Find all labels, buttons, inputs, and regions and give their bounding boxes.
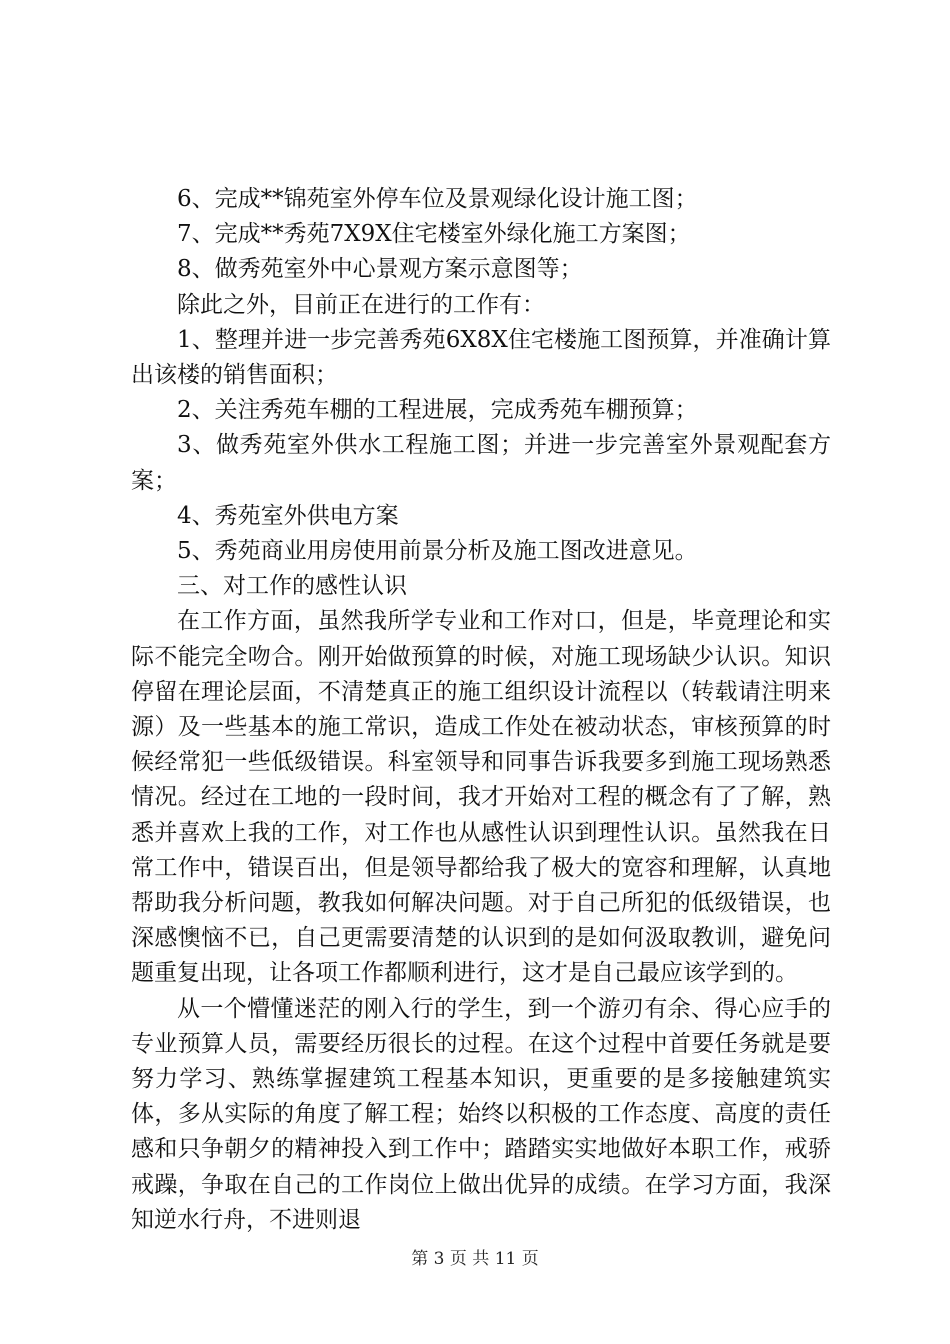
paragraph-work: 在工作方面，虽然我所学专业和工作对口，但是，毕竟理论和实际不能完全吻合。刚开始做预算的时候，对施工现场缺少认识。知识停留在理论层面，不清楚真正的施工组织设计流程以（转载请注明来源）及一些基本的施工常识，造成工作处在被动状态，审核预算的时候经常犯一些低级错误。科室领导和同事告诉我要多到施工现场熟悉情况。经过在工地的一段时间，我才开始对工程的概念有了了解，熟悉并喜欢上我的工作，对工作也从感性认识到理性认识。虽然我在日常工作中，错误百出，但是领导都给我了极大的宽容和理解，认真地帮助我分析问题，教我如何解决问题。对于自己所犯的低级错误，也深感懊恼不已，自己更需要清楚的认识到的是如何汲取教训，避免问题重复出现，让各项工作都顺利进行，这才是自己最应该学到的。 — [131, 608, 831, 987]
section-heading: 三、对工作的感性认识 — [177, 573, 407, 600]
list-item-8: 8、做秀苑室外中心景观方案示意图等； — [177, 256, 583, 283]
ongoing-item-3: 3、做秀苑室外供水工程施工图；并进一步完善室外景观配套方案； — [131, 432, 831, 494]
ongoing-item-2: 2、关注秀苑车棚的工程进展，完成秀苑车棚预算； — [177, 397, 698, 424]
paragraph-study: 从一个懵懂迷茫的刚入行的学生，到一个游刃有余、得心应手的专业预算人员，需要经历很长的过程。在这个过程中首要任务就是要努力学习、熟练掌握建筑工程基本知识，更重要的是多接触建筑实体，多从实际的角度了解工程；始终以积极的工作态度、高度的责任感和只争朝夕的精神投入到工作中；踏踏实实地做好本职工作，戒骄戒躁，争取在自己的工作岗位上做出优异的成绩。在学习方面，我深知逆水行舟，不进则退 — [131, 995, 831, 1233]
list-item-7: 7、完成**秀苑7X9X住宅楼室外绿化施工方案图； — [177, 221, 691, 248]
list-item-6: 6、完成**锦苑室外停车位及景观绿化设计施工图； — [177, 186, 698, 212]
ongoing-item-4: 4、秀苑室外供电方案 — [177, 502, 399, 529]
body-text — [131, 182, 831, 1238]
ongoing-item-5: 5、秀苑商业用房使用前景分析及施工图改进意见。 — [177, 538, 698, 565]
ongoing-item-1: 1、整理并进一步完善秀苑6X8X住宅楼施工图预算，并准确计算出该楼的销售面积； — [131, 326, 831, 389]
ongoing-intro: 除此之外，目前正在进行的工作有： — [177, 291, 545, 318]
page-footer: 第 3 页 共 11 页 — [411, 1249, 539, 1269]
